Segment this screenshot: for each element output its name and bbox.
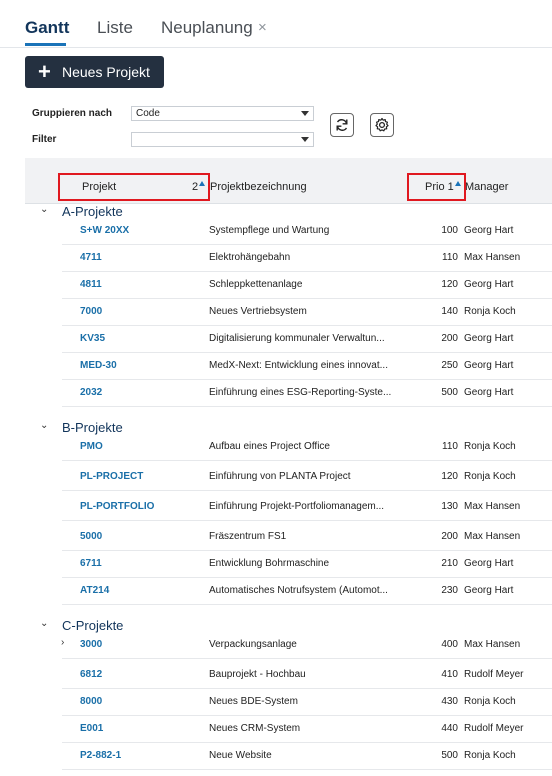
project-manager: Ronja Koch bbox=[464, 750, 516, 761]
project-code-link[interactable]: S+W 20XX bbox=[80, 225, 130, 236]
project-code-link[interactable]: KV35 bbox=[80, 333, 106, 344]
project-description: Neues BDE-System bbox=[209, 696, 298, 707]
table-row[interactable] bbox=[62, 218, 552, 245]
project-prio: 110 bbox=[442, 441, 458, 452]
project-description: Neues CRM-System bbox=[209, 723, 301, 734]
project-code-link[interactable]: 4711 bbox=[80, 252, 102, 263]
table-row[interactable] bbox=[62, 299, 552, 326]
project-prio: 120 bbox=[441, 471, 458, 482]
highlight-project-sort bbox=[58, 173, 210, 201]
project-description: Schleppkettenanlage bbox=[209, 279, 303, 290]
table-row[interactable] bbox=[62, 245, 552, 272]
project-manager: Georg Hart bbox=[464, 360, 514, 371]
project-description: Elektrohängebahn bbox=[209, 252, 291, 263]
project-code-link[interactable]: AT214 bbox=[80, 585, 110, 596]
column-header-project[interactable]: Projekt bbox=[82, 181, 117, 193]
project-code-link[interactable]: 2032 bbox=[80, 387, 103, 398]
table-row[interactable] bbox=[62, 380, 552, 407]
table-row[interactable] bbox=[62, 662, 552, 689]
table-row[interactable] bbox=[62, 326, 552, 353]
filter-label: Filter bbox=[32, 134, 57, 145]
group-name: A-Projekte bbox=[62, 204, 123, 219]
column-header-description[interactable]: Projektbezeichnung bbox=[210, 181, 307, 193]
project-prio: 250 bbox=[441, 360, 458, 371]
project-manager: Max Hansen bbox=[464, 252, 521, 263]
project-code-link[interactable]: MED-30 bbox=[80, 360, 117, 371]
project-manager: Max Hansen bbox=[464, 531, 521, 542]
project-code-link[interactable]: 6812 bbox=[80, 669, 103, 680]
project-prio: 500 bbox=[441, 387, 458, 398]
project-description: Fräszentrum FS1 bbox=[209, 531, 287, 542]
project-description: Verpackungsanlage bbox=[209, 639, 297, 650]
project-manager: Georg Hart bbox=[464, 279, 514, 290]
table-row[interactable] bbox=[62, 716, 552, 743]
chevron-down-icon: ⌄ bbox=[40, 204, 49, 215]
project-manager: Ronja Koch bbox=[464, 471, 516, 482]
project-code-link[interactable]: 4811 bbox=[80, 279, 102, 290]
project-manager: Rudolf Meyer bbox=[464, 723, 524, 734]
project-description: Neue Website bbox=[209, 750, 272, 761]
highlight-prio-sort bbox=[407, 173, 466, 201]
table-row[interactable] bbox=[62, 524, 552, 551]
tab-liste[interactable]: Liste bbox=[97, 18, 133, 37]
project-description: Einführung von PLANTA Project bbox=[209, 471, 351, 482]
refresh-icon bbox=[334, 117, 350, 133]
project-description: MedX-Next: Entwicklung eines innovat... bbox=[209, 360, 388, 371]
project-manager: Ronja Koch bbox=[464, 441, 516, 452]
project-code-link[interactable]: 8000 bbox=[80, 696, 103, 707]
table-row[interactable] bbox=[62, 494, 552, 521]
filter-select[interactable] bbox=[131, 132, 314, 147]
project-description: Automatisches Notrufsystem (Automot... bbox=[209, 585, 388, 596]
close-icon[interactable]: × bbox=[258, 19, 267, 36]
project-manager: Georg Hart bbox=[464, 558, 514, 569]
column-header-manager[interactable]: Manager bbox=[465, 181, 509, 193]
table-row[interactable] bbox=[62, 551, 552, 578]
new-project-button[interactable] bbox=[25, 56, 164, 88]
project-description: Digitalisierung kommunaler Verwaltun... bbox=[209, 333, 385, 344]
project-prio: 440 bbox=[441, 723, 458, 734]
project-code-link[interactable]: 5000 bbox=[80, 531, 103, 542]
table-row[interactable] bbox=[62, 578, 552, 605]
project-prio: 400 bbox=[441, 639, 458, 650]
table-row[interactable] bbox=[62, 353, 552, 380]
project-manager: Georg Hart bbox=[464, 225, 514, 236]
chevron-down-icon: ⌄ bbox=[40, 420, 49, 431]
prio-label: Prio 1 bbox=[425, 181, 454, 193]
tab-neuplanung[interactable]: Neuplanung bbox=[161, 18, 253, 37]
project-code-link[interactable]: E001 bbox=[80, 723, 104, 734]
project-prio: 230 bbox=[441, 585, 458, 596]
table-row[interactable] bbox=[62, 272, 552, 299]
project-code-link[interactable]: P2-882-1 bbox=[80, 750, 122, 761]
table-row[interactable] bbox=[62, 464, 552, 491]
project-prio: 430 bbox=[441, 696, 458, 707]
project-description: Einführung Projekt-Portfoliomanagem... bbox=[209, 501, 385, 512]
project-prio: 410 bbox=[441, 669, 458, 680]
project-prio: 130 bbox=[441, 501, 458, 512]
project-description: Aufbau eines Project Office bbox=[209, 441, 330, 452]
refresh-button[interactable] bbox=[330, 113, 354, 137]
group-by-label: Gruppieren nach bbox=[32, 108, 113, 119]
tab-bar bbox=[0, 0, 552, 48]
project-code-link[interactable]: PL-PROJECT bbox=[80, 471, 144, 482]
group-name: B-Projekte bbox=[62, 420, 123, 435]
sort-rank: 2 bbox=[192, 181, 199, 193]
project-manager: Georg Hart bbox=[464, 333, 514, 344]
new-project-label: Neues Projekt bbox=[62, 64, 150, 80]
settings-button[interactable] bbox=[370, 113, 394, 137]
project-description: Entwicklung Bohrmaschine bbox=[209, 558, 330, 569]
project-code-link[interactable]: 7000 bbox=[80, 306, 103, 317]
table-row[interactable] bbox=[62, 434, 552, 461]
project-prio: 140 bbox=[441, 306, 458, 317]
chevron-right-icon[interactable]: › bbox=[61, 637, 65, 648]
table-row[interactable] bbox=[62, 743, 552, 770]
plus-icon: + bbox=[38, 59, 51, 84]
project-description: Neues Vertriebsystem bbox=[209, 306, 307, 317]
project-prio: 200 bbox=[441, 531, 458, 542]
tab-gantt[interactable]: Gantt bbox=[25, 18, 70, 37]
gear-icon bbox=[374, 117, 390, 133]
project-prio: 210 bbox=[441, 558, 458, 569]
project-manager: Max Hansen bbox=[464, 501, 521, 512]
project-prio: 110 bbox=[442, 252, 458, 263]
project-code-link[interactable]: PL-PORTFOLIO bbox=[80, 501, 155, 512]
project-code-link[interactable]: 3000 bbox=[80, 639, 103, 650]
active-tab-indicator bbox=[25, 43, 66, 46]
project-manager: Rudolf Meyer bbox=[464, 669, 524, 680]
project-description: Einführung eines ESG-Reporting-Syste... bbox=[209, 387, 392, 398]
group-by-select[interactable] bbox=[131, 106, 314, 121]
group-by-value: Code bbox=[136, 108, 160, 119]
project-manager: Georg Hart bbox=[464, 387, 514, 398]
project-code-link[interactable]: PMO bbox=[80, 441, 103, 452]
table-row[interactable] bbox=[62, 689, 552, 716]
chevron-down-icon bbox=[301, 111, 309, 116]
project-manager: Ronja Koch bbox=[464, 696, 516, 707]
project-prio: 500 bbox=[441, 750, 458, 761]
project-code-link[interactable]: 6711 bbox=[80, 558, 102, 569]
project-manager: Max Hansen bbox=[464, 639, 521, 650]
table-row[interactable] bbox=[62, 632, 552, 659]
project-manager: Georg Hart bbox=[464, 585, 514, 596]
project-prio: 200 bbox=[441, 333, 458, 344]
project-description: Bauprojekt - Hochbau bbox=[209, 669, 306, 680]
project-description: Systempflege und Wartung bbox=[209, 225, 330, 236]
project-prio: 120 bbox=[441, 279, 458, 290]
chevron-down-icon: ⌄ bbox=[40, 618, 49, 629]
project-manager: Ronja Koch bbox=[464, 306, 516, 317]
project-prio: 100 bbox=[441, 225, 458, 236]
group-name: C-Projekte bbox=[62, 618, 124, 633]
chevron-down-icon bbox=[301, 137, 309, 142]
grid-toolbar-strip bbox=[25, 158, 552, 170]
